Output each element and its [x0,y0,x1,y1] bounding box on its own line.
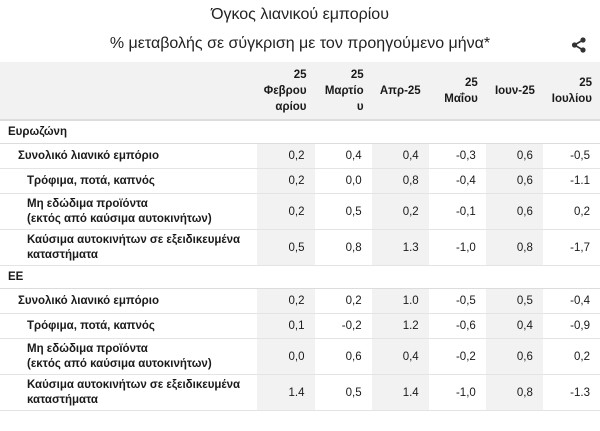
value-cell: 0,8 [372,169,429,194]
row-label-line: Συνολικό λιανικό εμπόριο [18,294,160,307]
row-label-line: (εκτός από καύσιμα αυτοκινήτων) [27,357,212,370]
table-row [0,194,600,230]
column-header: Απρ-25 [372,62,429,120]
column-header: 25 Ιουλίου [543,62,600,120]
value-cell: -0,4 [429,169,486,194]
value-cell: -0,2 [429,339,486,375]
value-cell: 1.4 [257,375,314,411]
row-label-line: καταστήματα [27,393,98,406]
table-row [0,144,600,169]
table-row [0,289,600,314]
value-cell: -0,6 [429,314,486,339]
row-label [0,289,257,314]
value-cell: 0,2 [257,194,314,230]
header-corner [0,62,257,120]
value-cell: 0,5 [315,194,372,230]
value-cell: 1.0 [372,289,429,314]
value-cell: -0,2 [315,314,372,339]
value-cell: 0,6 [315,339,372,375]
section-label: Ευρωζώνη [0,120,600,144]
table-row [0,314,600,339]
value-cell: -1.3 [543,375,600,411]
value-cell: 0,5 [315,375,372,411]
value-cell: 1.4 [372,375,429,411]
value-cell: 0,2 [257,289,314,314]
section-row [0,266,600,289]
table-row [0,375,600,411]
row-label-line: Τρόφιμα, ποτά, καπνός [27,319,155,332]
retail-volume-table [0,62,600,411]
value-cell: 0,2 [543,339,600,375]
row-label [0,375,257,411]
value-cell: 0,0 [315,169,372,194]
row-label-line: Καύσιμα αυτοκινήτων σε εξειδικευμένα [27,233,241,246]
value-cell: 1.2 [372,314,429,339]
row-label [0,339,257,375]
value-cell: 0,6 [486,169,543,194]
section-label: ΕΕ [0,266,600,289]
value-cell: 0,2 [543,194,600,230]
row-label [0,144,257,169]
value-cell: -0,9 [543,314,600,339]
value-cell: 0,8 [315,230,372,266]
table-row [0,230,600,266]
value-cell: -0,3 [429,144,486,169]
value-cell: 0,6 [486,194,543,230]
value-cell: 0,2 [257,144,314,169]
row-label-line: καταστήματα [27,248,98,261]
row-label [0,194,257,230]
row-label-line: Μη εδώδιμα προϊόντα [27,342,148,355]
value-cell: -1,0 [429,230,486,266]
table-title: Όγκος λιανικού εμπορίου [211,6,389,23]
value-cell: 0,6 [486,144,543,169]
column-header: 25 Φεβρου αρίου [257,62,314,120]
table-body [0,120,600,411]
value-cell: 0,8 [486,230,543,266]
row-label-line: (εκτός από καύσιμα αυτοκινήτων) [27,212,212,225]
value-cell: -1,7 [543,230,600,266]
value-cell: 0,4 [486,314,543,339]
table-subtitle: % μεταβολής σε σύγκριση με τον προηγούμενο μήνα* [109,35,491,52]
value-cell: 0,2 [315,289,372,314]
table-row [0,339,600,375]
value-cell: 0,4 [372,144,429,169]
value-cell: 0,5 [486,289,543,314]
row-label-line: Συνολικό λιανικό εμπόριο [18,149,160,162]
value-cell: 0,0 [257,339,314,375]
row-label [0,230,257,266]
header-row [0,62,600,120]
value-cell: 0,4 [372,339,429,375]
row-label-line: Καύσιμα αυτοκινήτων σε εξειδικευμένα [27,378,241,391]
value-cell: 1.3 [372,230,429,266]
value-cell: 0,2 [257,169,314,194]
share-icon[interactable] [570,36,588,54]
value-cell: 0,4 [315,144,372,169]
value-cell: -0,4 [543,289,600,314]
row-label [0,169,257,194]
value-cell: -0,5 [429,289,486,314]
value-cell: 0,1 [257,314,314,339]
value-cell: 0,6 [486,339,543,375]
value-cell: -1,0 [429,375,486,411]
column-header: Ιουν-25 [486,62,543,120]
row-label-line: Τρόφιμα, ποτά, καπνός [27,174,155,187]
column-header: 25 Μαρτίο υ [315,62,372,120]
row-label [0,314,257,339]
value-cell: 0,5 [257,230,314,266]
value-cell: 0,2 [372,194,429,230]
table-row [0,169,600,194]
section-row [0,120,600,144]
row-label-line: Μη εδώδιμα προϊόντα [27,197,148,210]
column-header: 25 Μαΐου [429,62,486,120]
value-cell: -0,1 [429,194,486,230]
value-cell: 0,8 [486,375,543,411]
value-cell: -0,5 [543,144,600,169]
value-cell: -1.1 [543,169,600,194]
